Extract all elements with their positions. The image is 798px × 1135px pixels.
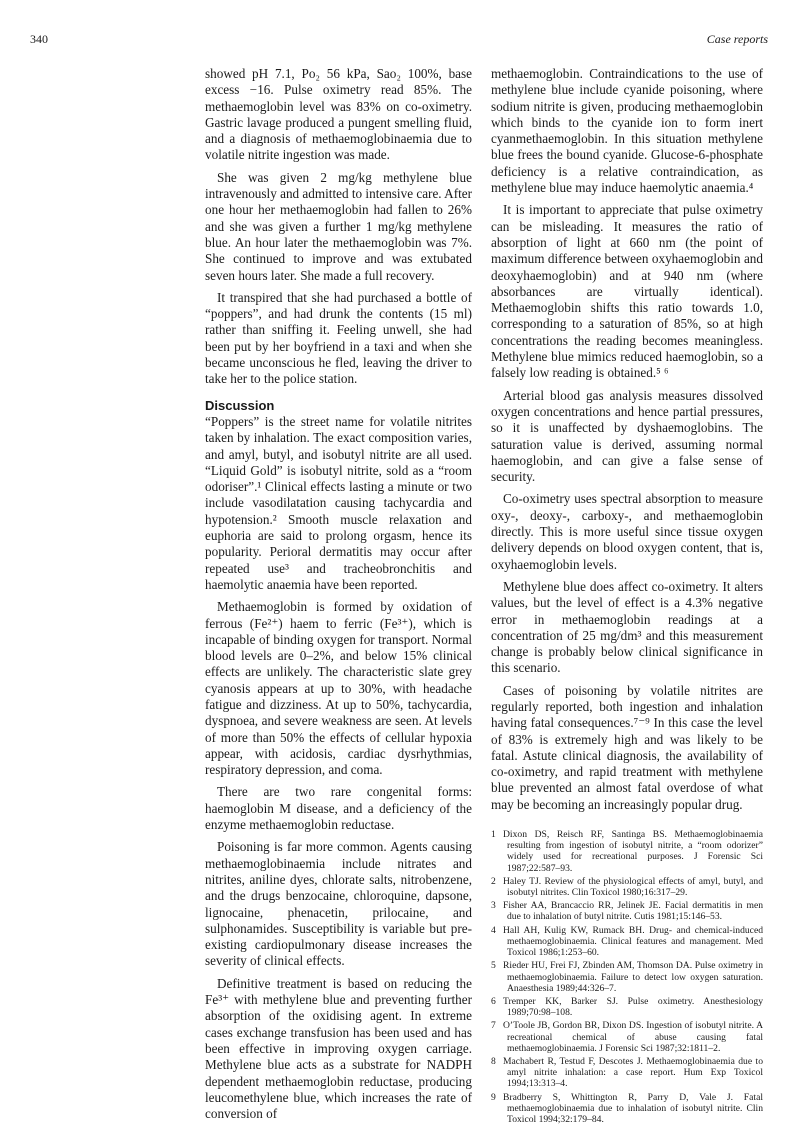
reference-item — [491, 960, 763, 994]
paragraph: methaemoglobin. Contraindications to the use of methylene blue include cyanide poisoning, where sodium nitrite is given, producing methaemoglobin which binds to the cyanide ion to form inert cyanmethaemoglobin. In this situation methylene blue frees the bound cyanide. Glucose-6-phosphate deficiency is a relative contraindication, as methylene blue may induce haemolytic anaemia.⁴ — [491, 66, 763, 196]
reference-number: 4 — [491, 924, 496, 936]
paragraph: Arterial blood gas analysis measures dissolved oxygen concentrations and hence partial pressures, so it is unaffected by dyshaemoglobins. The saturation value is derived, assuming normal haemoglobin, and can give a false sense of security. — [491, 387, 763, 485]
reference-number: 7 — [491, 1020, 496, 1032]
reference-number: 3 — [491, 900, 496, 912]
reference-text: O’Toole JB, Gordon BR, Dixon DS. Ingestion of isobutyl nitrite. A recreational chemical of abuse causing fatal methaemoglobinaemia. J Forensic Sci 1987;32:1811–2. — [503, 1020, 763, 1054]
paragraph: It is important to appreciate that pulse oximetry can be misleading. It measures the ratio of absorption of light at 660 nm (the point of maximum difference between oxyhaemoglobin and deoxyhaemoglobin) and at 940 nm (where absorbances are virtually identical). Methaemoglobin shifts this ratio towards 1.0, corresponding to a saturation of 85%, so at high concentrations the reading becomes meaningless. Methylene blue mimics reduced haemoglobin, so a falsely low reading is obtained.⁵ ⁶ — [491, 202, 763, 381]
reference-item — [491, 925, 763, 959]
reference-item — [491, 1020, 763, 1054]
reference-number: 1 — [491, 829, 496, 841]
paragraph: “Poppers” is the street name for volatile nitrites taken by inhalation. The exact composition varies, and amyl, butyl, and isobutyl nitrite are all used. “Liquid Gold” is isobutyl nitrite, sold as a “room odoriser”.¹ Clinical effects lasting a minute or two include vasodilatation causing tachycardia and hypotension.² Smooth muscle relaxation and euphoria are said to prolong orgasm, hence its popularity. Perioral dermatitis may occur after repeated use³ and tracheobronchitis and haemolytic anaemia have been reported. — [205, 413, 472, 592]
paragraph: There are two rare congenital forms: haemoglobin M disease, and a deficiency of the enzyme methaemoglobin reductase. — [205, 784, 472, 833]
reference-item — [491, 1092, 763, 1126]
reference-number: 5 — [491, 960, 496, 972]
paragraph: Poisoning is far more common. Agents causing methaemoglobinaemia include nitrates and nitrites, aniline dyes, chlorate salts, nitrobenzene, and the drugs benzocaine, chloroquine, dapsone, lignocaine, phenacetin, prilocaine, and sulphonamides. Susceptibility is variable but pre-existing cardiopulmonary disease increases the severity of clinical effects. — [205, 839, 472, 969]
paragraph: Co-oximetry uses spectral absorption to measure oxy-, deoxy-, carboxy-, and methaemoglobin directly. This is more useful since tissue oxygen delivery depends on blood oxygen content, that is, oxyhaemoglobin levels. — [491, 491, 763, 572]
reference-text: Haley TJ. Review of the physiological effects of amyl, butyl, and isobutyl nitrites. Clin Toxicol 1980;16:317–29. — [503, 875, 763, 899]
reference-text: Fisher AA, Brancaccio RR, Jelinek JE. Facial dermatitis in men due to inhalation of butyl nitrite. Cutis 1981;15:146–53. — [503, 900, 763, 923]
reference-text: Bradberry S, Whittington R, Parry D, Vale J. Fatal methaemoglobinaemia due to inhalation of isobutyl nitrite. Clin Toxicol 1994;32:179–84. — [503, 1091, 763, 1125]
reference-item — [491, 996, 763, 1018]
page-number: 340 — [30, 32, 48, 46]
paragraph: Methaemoglobin is formed by oxidation of ferrous (Fe²⁺) haem to ferric (Fe³⁺), which is incapable of binding oxygen for transport. Normal blood levels are 0–2%, and below 15% clinical effects are unlikely. The characteristic slate grey cyanosis appears at up to 30%, with headache fatigue and dizziness. At up to 50%, tachycardia, dyspnoea, and severe weakness are seen. At levels of more than 50% the effects of cellular hypoxia appear, with acidosis, cardiac dysrhythmias, respiratory depression, and coma. — [205, 599, 472, 778]
reference-text: Rieder HU, Frei FJ, Zbinden AM, Thomson DA. Pulse oximetry in methaemoglobinaemia. Failure to detect low oxygen saturation. Anaesthesia 1989;44:326–7. — [503, 960, 763, 994]
reference-number: 2 — [491, 875, 496, 887]
reference-text: Tremper KK, Barker SJ. Pulse oximetry. Anesthesiology 1989;70:98–108. — [503, 995, 763, 1019]
paragraph: Definitive treatment is based on reducing the Fe³⁺ with methylene blue and preventing further absorption of the oxidising agent. In extreme cases exchange transfusion has been used and has been effective in improving oxygen carriage. Methylene blue acts as a substrate for NADPH dependent methaemoglobin reductase, producing leucomethylene blue, which increases the rate of conversion of — [205, 975, 472, 1122]
section-label: Case reports — [706, 32, 768, 46]
reference-text: Hall AH, Kulig KW, Rumack BH. Drug- and chemical-induced methaemoglobinaemia. Clinical features and management. Med Toxicol 1986;1:253–60. — [503, 924, 763, 959]
reference-number: 6 — [491, 995, 496, 1007]
reference-number: 8 — [491, 1055, 496, 1067]
paragraph: She was given 2 mg/kg methylene blue intravenously and admitted to intensive care. After one hour her methaemoglobin had fallen to 26% and she was given a further 1 mg/kg methylene blue. An hour later the methaemoglobin was 7%. She continued to improve and was extubated seven hours later. She made a full recovery. — [205, 169, 472, 283]
reference-item — [491, 829, 763, 874]
paragraph: Cases of poisoning by volatile nitrites are regularly reported, both ingestion and inhalation having fatal consequences.⁷⁻⁹ In this case the level of 83% is extremely high and was likely to be fatal. Astute clinical diagnosis, the availability of co-oximetry, and rapid treatment with methylene blue prevented an almost fatal overdose of what may be becoming an increasingly popular drug. — [491, 682, 763, 812]
paragraph: It transpired that she had purchased a bottle of “poppers”, and had drunk the contents (15 ml) rather than sniffing it. Feeling unwell, she had been put by her boyfriend in a taxi and when she became unconscious he fled, leaving the driver to take her to the police station. — [205, 289, 472, 387]
reference-text: Dixon DS, Reisch RF, Santinga BS. Methaemoglobinaemia resulting from ingestion of isobutyl nitrite, a “room odorizer” widely used for recreational purposes. J Forensic Sci 1987;22:587–93. — [503, 829, 763, 874]
right-column — [491, 66, 763, 1135]
reference-item — [491, 1056, 763, 1090]
left-column — [205, 66, 472, 1128]
reference-item — [491, 900, 763, 922]
discussion-heading: Discussion — [205, 397, 275, 413]
reference-text: Machabert R, Testud F, Descotes J. Methaemoglobinaemia due to amyl nitrite inhalation: a case report. Hum Exp Toxicol 1994;13:313–4. — [503, 1055, 763, 1090]
paragraph: Methylene blue does affect co-oximetry. It alters values, but the level of effect is a 4.3% negative error in methaemoglobin readings at a concentration of 25 mg/dm³ and this measurement change is probably below clinical significance in this scenario. — [491, 578, 763, 676]
paragraph: showed pH 7.1, Po₂ 56 kPa, Sao₂ 100%, base excess −16. Pulse oximetry read 85%. The methaemoglobin level was 83% on co-oximetry. Gastric lavage produced a pungent smelling fluid, and a diagnosis of methaemoglobinaemia due to volatile nitrite ingestion was made. — [205, 66, 472, 163]
references-list — [491, 829, 763, 1125]
reference-number: 9 — [491, 1091, 496, 1103]
reference-item — [491, 876, 763, 898]
